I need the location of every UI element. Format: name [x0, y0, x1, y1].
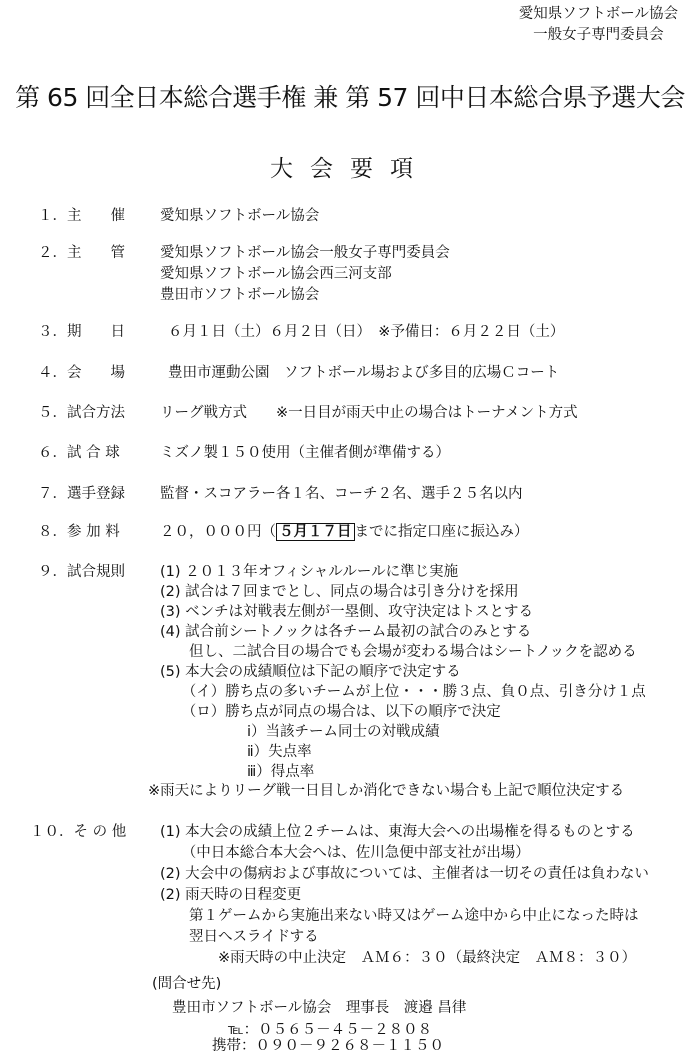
rule-line: (1) ２０１３年オフィシャルルールに準じ実施: [160, 564, 459, 580]
item-label: ４．会 場: [38, 365, 125, 381]
organizer-header: [519, 4, 678, 46]
item-value: 愛知県ソフトボール協会: [160, 208, 320, 224]
contact-person: 豊田市ソフトボール協会 理事長 渡邉 昌律: [172, 1000, 467, 1016]
item-label: ７．選手登録: [38, 486, 125, 502]
rule-line: （ロ）勝ち点が同点の場合は、以下の順序で決定: [160, 704, 501, 720]
other-line: （中日本総合本大会へは、佐川急便中部支社が出場）: [160, 845, 530, 861]
page-subtitle: 大会要項: [270, 156, 430, 182]
contact-mobile: 携帯：０９０－９２６８－１１５０: [212, 1038, 444, 1054]
organizer-line: 愛知県ソフトボール協会一般女子専門委員会: [160, 245, 450, 261]
item-value: 監督・スコアラー各１名、コーチ２名、選手２５名以内: [160, 486, 523, 502]
rule-line: ⅲ）得点率: [160, 764, 315, 780]
organizer-line: 豊田市ソフトボール協会: [160, 287, 320, 303]
other-line: ※雨天時の中止決定 ＡＭ６：３０（最終決定 ＡＭ８：３０）: [160, 950, 637, 966]
contact-tel: ℡：０５６５－４５－２８０８: [228, 1022, 433, 1038]
fee-amount: ２０，０００円（: [160, 524, 276, 540]
item-value: 豊田市運動公園 ソフトボール場および多目的広場Ｃコート: [168, 365, 560, 381]
rule-line: (3) ベンチは対戦表左側が一塁側、攻守決定はトスとする: [160, 604, 534, 620]
item-label: ９．試合規則: [38, 564, 125, 580]
item-label: ３．期 日: [38, 324, 125, 340]
item-value: リーグ戦方式 ※一日目が雨天中止の場合はトーナメント方式: [160, 405, 578, 421]
item-value-lines: [160, 241, 450, 304]
other-line: (1) 本大会の成績上位２チームは、東海大会への出場権を得るものとする: [160, 824, 635, 840]
other-line: 第１ゲームから実施出来ない時又はゲーム途中から中止になった時は: [160, 908, 639, 924]
fee-rest: までに指定口座に振込み）: [354, 524, 529, 540]
rule-line: ⅰ）当該チーム同士の対戦成績: [160, 724, 440, 740]
rule-line: ⅱ）失点率: [160, 744, 312, 760]
fee-deadline: ５月１７日: [276, 523, 355, 541]
org-line-2: 一般女子専門委員会: [533, 27, 664, 43]
contact-heading: (問合せ先): [152, 976, 222, 992]
rules-lines: [160, 560, 646, 780]
other-line: (2) 大会中の傷病および事故については、主催者は一切その責任は負わない: [160, 866, 649, 882]
item-value: ミズノ製１５０使用（主催者側が準備する）: [160, 445, 450, 461]
rules-note: ※雨天によりリーグ戦一日目しか消化できない場合も上記で順位決定する: [148, 783, 625, 799]
item-label: ８．参 加 料: [38, 524, 120, 540]
item-label: １０．そ の 他: [30, 824, 127, 840]
rule-line: 但し、二試合目の場合でも会場が変わる場合はシートノックを認める: [160, 644, 637, 660]
item-label: ２．主 管: [38, 245, 125, 261]
rule-line: (5) 本大会の成績順位は下記の順序で決定する: [160, 664, 461, 680]
rule-line: (4) 試合前シートノックは各チーム最初の試合のみとする: [160, 624, 532, 640]
item-value: [160, 520, 529, 541]
rule-line: (2) 試合は７回までとし、同点の場合は引き分けを採用: [160, 584, 519, 600]
page-title: 第 65 回全日本総合選手権 兼 第 57 回中日本総合県予選大会: [15, 83, 685, 112]
organizer-line: 愛知県ソフトボール協会西三河支部: [160, 266, 392, 282]
rule-line: （イ）勝ち点の多いチームが上位・・・勝３点、負０点、引き分け１点: [160, 684, 646, 700]
org-line-1: 愛知県ソフトボール協会: [518, 6, 678, 22]
item-label: １．主 催: [38, 208, 125, 224]
other-lines: [160, 820, 649, 967]
item-label: ５．試合方法: [38, 405, 125, 421]
other-line: 翌日へスライドする: [160, 929, 319, 945]
item-value: ６月１日（土）６月２日（日） ※予備日：６月２２日（土）: [168, 324, 565, 340]
other-line: (2) 雨天時の日程変更: [160, 887, 302, 903]
item-label: ６．試 合 球: [38, 445, 120, 461]
